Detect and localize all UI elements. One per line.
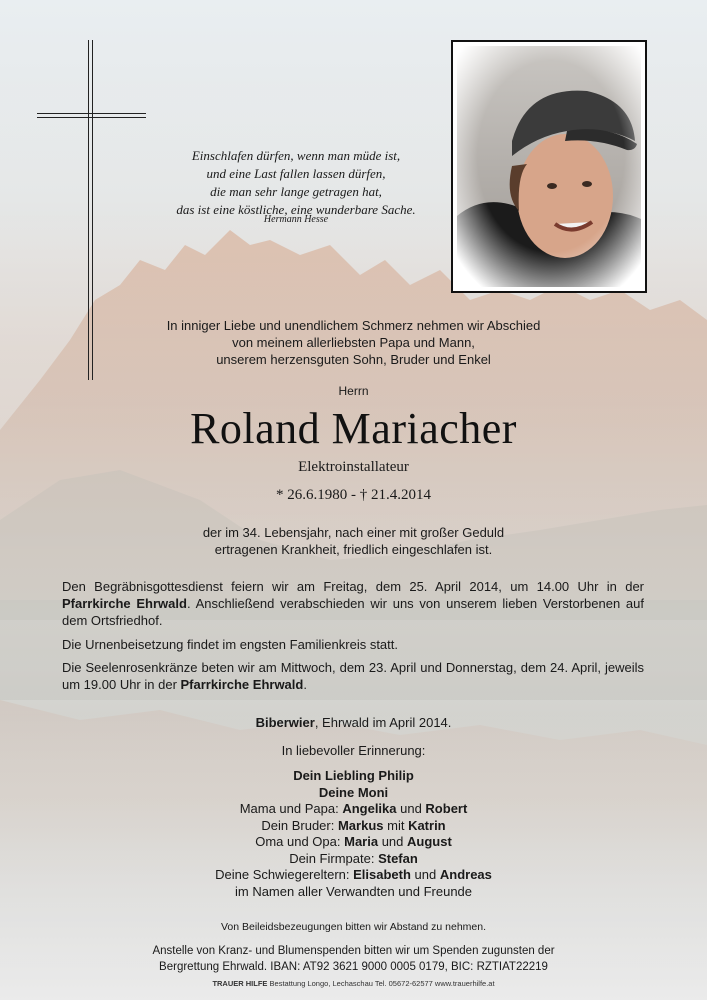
mourner-conj: mit <box>383 817 409 833</box>
mourner-name: Markus <box>337 817 384 833</box>
deceased-name: Roland Mariacher <box>190 404 517 453</box>
poem-line: die man sehr lange getragen hat, <box>210 184 382 199</box>
mourner-line <box>0 867 707 884</box>
town-name: Biberwier <box>255 715 315 730</box>
life-dates: * 26.6.1980 - † 21.4.2014 <box>276 487 431 503</box>
mourner-conj: und <box>378 834 407 849</box>
mourner-line <box>0 801 707 818</box>
mourner-name: Robert <box>425 801 468 816</box>
donation-line: Bergrettung Ehrwald. IBAN: AT92 3621 9000 0005 0179, BIC: RZTIAT22219 <box>159 961 548 973</box>
poem <box>150 147 442 219</box>
mourner-name: Deine Moni <box>318 784 389 800</box>
mourner-line <box>0 785 707 802</box>
mourner-line <box>0 851 707 868</box>
poem-line: Einschlafen dürfen, wenn man müde ist, <box>191 148 401 163</box>
condolence-note: Von Beileidsbezeugungen bitten wir Abstand zu nehmen. <box>220 921 487 933</box>
poem-line: und eine Last fallen lassen dürfen, <box>206 166 386 181</box>
intro-text <box>0 317 707 368</box>
passing-line: ertragenen Krankheit, friedlich eingeschlafen ist. <box>214 542 493 557</box>
mourner-line <box>0 818 707 835</box>
portrait-frame <box>451 40 647 293</box>
memory-heading: In liebevoller Erinnerung: <box>281 743 426 758</box>
mourner-relation: Dein Firmpate: <box>289 850 379 866</box>
salutation: Herrn <box>338 384 369 398</box>
intro-line: von meinem allerliebsten Papa und Mann, <box>232 335 475 350</box>
mourner-conj: und <box>396 801 426 816</box>
mourner-name: Maria <box>344 834 379 849</box>
funeral-text: Den Begräbnisgottesdienst feiern wir am Freitag, dem 25. April 2014, um 14.00 Uhr in der <box>62 579 644 594</box>
funeral-text: . Anschließend verabschieden wir uns von unserem lieben Verstorbenen auf dem Ortsfriedhof. <box>62 596 644 628</box>
mourner-relation: Dein Bruder: <box>261 817 338 833</box>
rosary-paragraph <box>62 659 644 693</box>
mourner-name: Katrin <box>408 817 446 833</box>
urn-paragraph: Die Urnenbeisetzung findet im engsten Familienkreis statt. <box>62 637 398 652</box>
footer-contact: Bestattung Longo, Lechaschau Tel. 05672-62577 www.trauerhilfe.at <box>267 979 495 988</box>
poem-author: Hermann Hesse <box>263 214 329 225</box>
mourner-line <box>0 834 707 851</box>
mourner-name: August <box>407 834 452 849</box>
portrait-person-icon <box>457 46 641 287</box>
mourner-name: Angelika <box>342 801 397 816</box>
mourner-name: Dein Liebling Philip <box>293 768 414 783</box>
footer-brand: TRAUER HILFE <box>212 979 268 988</box>
mourner-name: Stefan <box>378 850 418 866</box>
rosary-text: . <box>303 677 307 692</box>
deceased-occupation: Elektroinstallateur <box>298 459 409 475</box>
mourner-name: Elisabeth <box>353 867 411 882</box>
poem-line: das ist eine köstliche, eine wunderbare Sache. <box>176 202 416 217</box>
passing-line: der im 34. Lebensjahr, nach einer mit großer Geduld <box>202 525 505 540</box>
place-date <box>0 715 707 730</box>
mourners-list <box>0 768 707 900</box>
church-name: Pfarrkirche Ehrwald <box>62 596 187 611</box>
donation-line: Anstelle von Kranz- und Blumenspenden bitten wir um Spenden zugunsten der <box>152 945 555 957</box>
mourner-relation: Mama und Papa: <box>239 801 343 816</box>
mourner-relation: Deine Schwiegereltern: <box>215 867 354 882</box>
intro-line: In inniger Liebe und unendlichem Schmerz nehmen wir Abschied <box>166 318 541 333</box>
passing-text <box>0 524 707 558</box>
mourner-conj: und <box>410 867 440 882</box>
mourner-line: im Namen aller Verwandten und Freunde <box>234 883 473 899</box>
mourner-name: Andreas <box>439 867 492 882</box>
rosary-text: Die Seelenrosenkränze beten wir am Mittwoch, dem 23. April und Donnerstag, dem 24. April, jeweils um 19.00 Uhr in der <box>62 660 644 692</box>
place-rest: , Ehrwald im April 2014. <box>314 715 452 730</box>
donation-note <box>0 943 707 975</box>
church-name: Pfarrkirche Ehrwald <box>180 677 304 692</box>
mourner-line <box>0 768 707 785</box>
funeral-service-paragraph <box>62 578 644 629</box>
portrait-photo <box>457 46 641 287</box>
footer <box>0 979 707 988</box>
intro-line: unserem herzensguten Sohn, Bruder und Enkel <box>216 352 491 367</box>
mourner-relation: Oma und Opa: <box>255 834 345 849</box>
